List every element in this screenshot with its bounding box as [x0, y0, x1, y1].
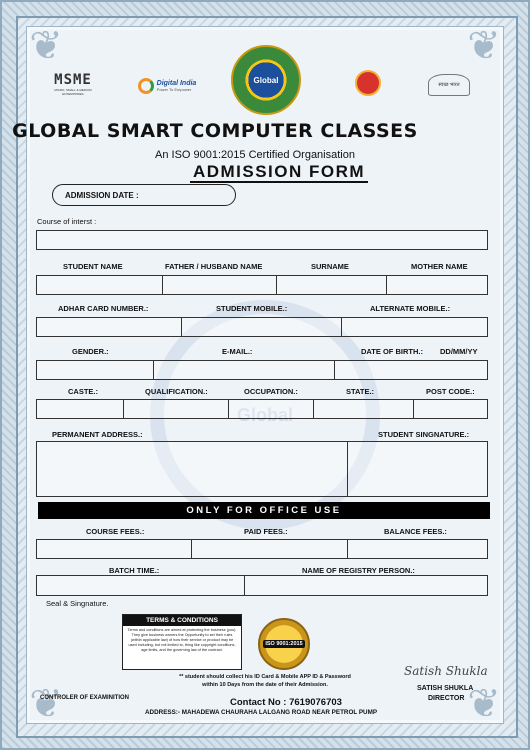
student-name-label: STUDENT NAME: [63, 262, 123, 271]
paid-fees-label: PAID FEES.:: [244, 527, 288, 536]
registry-person-label: NAME OF REGISTRY PERSON.:: [302, 566, 415, 575]
email-input[interactable]: [153, 360, 335, 380]
student-name-input[interactable]: [36, 275, 163, 295]
caste-label: CASTE.:: [68, 387, 98, 396]
dob-format-label: DD/MM/YY: [440, 347, 478, 356]
course-fees-input[interactable]: [36, 539, 192, 559]
corner-ornament-icon: ❦: [29, 682, 63, 726]
student-mobile-label: STUDENT MOBILE.:: [216, 304, 288, 313]
seal-signature-label: Seal & Singnature.: [46, 599, 109, 608]
paid-fees-input[interactable]: [191, 539, 348, 559]
adhar-input[interactable]: [36, 317, 182, 337]
iso-subtitle: An ISO 9001:2015 Certified Organisation: [155, 149, 355, 161]
permanent-address-input[interactable]: [36, 441, 348, 497]
msme-logo: MSME MICRO, SMALL & MEDIUM ENTERPRISES: [54, 72, 92, 96]
controller-label: CONTROLER OF EXAMINITION: [40, 695, 129, 701]
gender-label: GENDER.:: [72, 347, 109, 356]
student-signature-box[interactable]: [347, 441, 488, 497]
post-code-label: POST CODE.:: [426, 387, 475, 396]
batch-time-input[interactable]: [36, 575, 245, 596]
course-fees-label: COURSE FEES.:: [86, 527, 145, 536]
permanent-address-label: PERMANENT ADDRESS.:: [52, 430, 143, 439]
digital-india-icon: [138, 78, 154, 94]
balance-fees-label: BALANCE FEES.:: [384, 527, 447, 536]
adhar-label: ADHAR CARD NUMBER.:: [58, 304, 149, 313]
admission-date-field[interactable]: ADMISSION DATE :: [52, 184, 236, 206]
iso-certified-seal: ISO 9001:2015: [258, 618, 310, 670]
corner-ornament-icon: ❦: [29, 24, 63, 68]
mascot-logo-icon: [355, 70, 381, 96]
dob-input[interactable]: [334, 360, 488, 380]
student-mobile-input[interactable]: [181, 317, 342, 337]
address-line: ADDRESS:- MAHADEWA CHAURAHA LALGANG ROAD NEAR PETROL PUMP: [145, 709, 378, 716]
occupation-label: OCCUPATION.:: [244, 387, 298, 396]
caste-input[interactable]: [36, 399, 124, 419]
email-label: E-MAIL.:: [222, 347, 253, 356]
contact-number: Contact No : 7619076703: [230, 697, 342, 708]
qualification-label: QUALIFICATION.:: [145, 387, 208, 396]
occupation-input[interactable]: [228, 399, 314, 419]
course-input[interactable]: [36, 230, 488, 250]
terms-body: Terms and conditions are aimed at protecting the business (you). They give business owners the Opportunity to set their rules (within applicable law) of how their service or product may be used including, but not limited to, thing like copyright conditions, age limits, and the governing law of the contract.: [127, 628, 237, 652]
alternate-mobile-input[interactable]: [341, 317, 488, 337]
dob-label: DATE OF BIRTH.:: [361, 347, 423, 356]
mother-name-input[interactable]: [386, 275, 488, 295]
surname-label: SURNAME: [311, 262, 349, 271]
mother-name-label: MOTHER NAME: [411, 262, 468, 271]
director-signature: Satish Shukla: [404, 664, 488, 678]
student-signature-label: STUDENT SINGNATURE.:: [378, 430, 470, 439]
terms-heading: TERMS & CONDITIONS: [123, 615, 241, 626]
balance-fees-input[interactable]: [347, 539, 488, 559]
batch-time-label: BATCH TIME.:: [109, 566, 160, 575]
post-code-input[interactable]: [413, 399, 488, 419]
terms-box: [122, 614, 242, 670]
director-title: DIRECTOR: [428, 695, 465, 702]
state-label: STATE.:: [346, 387, 375, 396]
registry-person-input[interactable]: [244, 575, 488, 596]
office-use-banner: ONLY FOR OFFICE USE: [38, 502, 490, 519]
father-name-input[interactable]: [162, 275, 277, 295]
institute-emblem: Global: [228, 40, 304, 120]
alternate-mobile-label: ALTERNATE MOBILE.:: [370, 304, 451, 313]
form-title: ADMISSION FORM: [14, 162, 530, 182]
gender-input[interactable]: [36, 360, 154, 380]
state-input[interactable]: [313, 399, 414, 419]
swachh-bharat-logo: स्वच्छ भारत: [428, 74, 470, 96]
id-card-note: ** student should collect his ID Card & Mobile APP ID & Password within 10 Days from the date of their Admission.: [179, 674, 351, 688]
corner-ornament-icon: ❦: [467, 682, 501, 726]
surname-input[interactable]: [276, 275, 387, 295]
watermark-emblem: Global: [150, 300, 380, 530]
qualification-input[interactable]: [123, 399, 229, 419]
director-name: SATISH SHUKLA: [417, 685, 474, 692]
course-label: Course of interst :: [37, 217, 97, 226]
digital-india-logo: Digital India Power To Empower: [134, 74, 200, 98]
father-name-label: FATHER / HUSBAND NAME: [165, 262, 263, 271]
institute-name: GLOBAL SMART COMPUTER CLASSES: [12, 120, 418, 142]
corner-ornament-icon: ❦: [467, 24, 501, 68]
